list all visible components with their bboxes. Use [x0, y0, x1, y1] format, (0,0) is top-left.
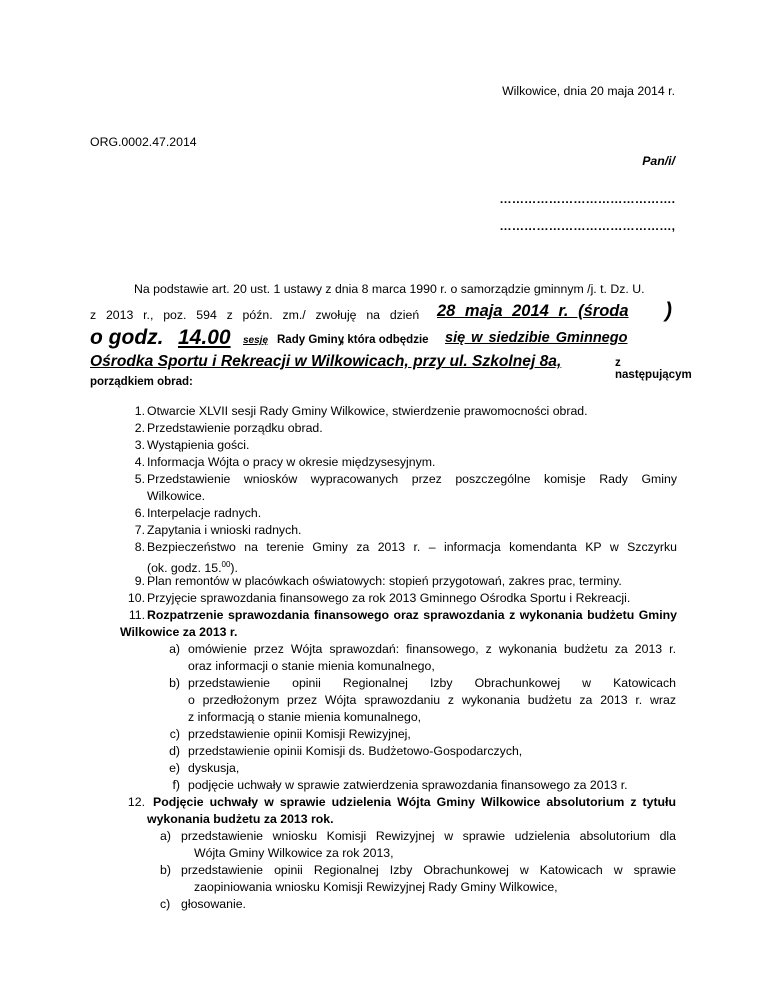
venue-part-1: się w siedzibie Gminnego: [445, 330, 628, 346]
subitem-continuation: zaopiniowania wniosku Komisji Rewizyjnej Rady Gminy Wilkowice,: [194, 880, 558, 894]
agenda-item-number: 6.: [134, 506, 145, 520]
subitem-letter: a): [169, 642, 180, 656]
continuation-text: Wilkowice za 2013 r.: [120, 625, 238, 639]
continuation-text-end: ).: [230, 561, 238, 576]
subitem-continuation: o przedłożonym przez Wójta sprawozdaniu z wykonania budżetu za 2013 r. wraz: [188, 693, 676, 707]
agenda-item-text: Otwarcie XLVII sesji Rady Gminy Wilkowice, stwierdzenie prawomocności obrad.: [147, 404, 588, 418]
subitem-letter: f): [172, 778, 180, 792]
subitem-text: dyskusja,: [188, 761, 240, 775]
agenda-item-number: 9.: [134, 574, 145, 588]
continuation-text: Wilkowice.: [147, 489, 206, 503]
addressee-line-2: ……………………………………,: [499, 219, 675, 233]
subitem-letter: e): [169, 761, 180, 775]
subitem-text: głosowanie.: [181, 897, 246, 911]
agenda-item-text: Przedstawienie wniosków wypracowanych przez poszczególne komisje Rady Gminy: [147, 472, 677, 486]
subitem-text: przedstawienie opinii Komisji Rewizyjnej,: [188, 727, 411, 741]
subitem-text: omówienie przez Wójta sprawozdań: finansowego, z wykonania budżetu za 2013 r.: [188, 642, 676, 656]
agenda-item-text: Informacja Wójta o pracy w okresie międzysesyjnym.: [147, 455, 436, 469]
subitem-letter: a): [160, 829, 171, 843]
agenda-item-text: Plan remontów w placówkach oświatowych: stopień przygotowań, zakres prac, terminy.: [147, 574, 622, 588]
place-date: Wilkowice, dnia 20 maja 2014 r.: [502, 84, 675, 98]
intro-line-4: [90, 353, 692, 381]
reference-number: ORG.0002.47.2014: [90, 135, 197, 149]
addressee: Pan/i/: [642, 154, 675, 168]
agenda-item-text: Rozpatrzenie sprawozdania finansowego oraz sprawozdania z wykonania budżetu Gminy: [147, 608, 677, 622]
order-label: porządkiem obrad:: [90, 376, 193, 388]
agenda-item-number: 3.: [134, 438, 145, 452]
agenda-item-number: 1.: [134, 404, 145, 418]
council-name: Rady Gminy: [277, 334, 345, 346]
date-close-paren: ): [665, 299, 672, 322]
addressee-line-1: …………………………………….: [499, 192, 675, 206]
time-prefix: o godz.: [90, 326, 164, 349]
agenda-item-continuation: [147, 488, 205, 505]
intro-line-2: [90, 299, 680, 327]
agenda-item-number: 10.: [127, 591, 145, 605]
agenda-item-text: Interpelacje radnych.: [147, 506, 262, 520]
session-time: 14.00: [178, 326, 231, 349]
agenda-item-number: 4.: [134, 455, 145, 469]
subitem-letter: c): [169, 727, 180, 741]
agenda-item-number: 8.: [134, 540, 145, 554]
subitem-letter: d): [169, 744, 180, 758]
subitem-continuation: Wójta Gminy Wilkowice za rok 2013,: [194, 846, 394, 860]
agenda-item-number: 7.: [134, 523, 145, 537]
agenda-item-number: 2.: [134, 421, 145, 435]
subitem-text: przedstawienie opinii Komisji ds. Budżetowo-Gospodarczych,: [188, 744, 523, 758]
which-text: , która odbędzie: [341, 334, 429, 346]
session-date: 28 maja 2014 r. (środa: [437, 302, 629, 320]
subitem-continuation: z informacją o stanie mienia komunalnego,: [188, 710, 422, 724]
subitem-text: podjęcie uchwały w sprawie zatwierdzenia sprawozdania finansowego za 2013 r.: [188, 778, 628, 792]
agenda-item-text: Wystąpienia gości.: [147, 438, 250, 452]
continuation-text: (ok. godz. 15.: [147, 561, 222, 576]
subitem-text: przedstawienie wniosku Komisji Rewizyjnej w sprawie udzielenia absolutorium dla: [181, 829, 676, 843]
agenda-item-text: Zapytania i wnioski radnych.: [147, 523, 302, 537]
agenda-item-number: 12.: [127, 795, 145, 809]
superscript: 00: [221, 560, 231, 569]
subitem-text: przedstawienie opinii Regionalnej Izby Obrachunkowej w Katowicach w sprawie: [181, 863, 676, 877]
agenda-item-number: 5.: [134, 472, 145, 486]
agenda-item-text: Bezpieczeństwo na terenie Gminy za 2013 r. – informacja komendanta KP w Szczyrku: [147, 540, 677, 554]
agenda-item-text: Przyjęcie sprawozdania finansowego za rok 2013 Gminnego Ośrodka Sportu i Rekreacji.: [147, 591, 631, 605]
intro-line-3: [90, 326, 685, 352]
intro-line-2-text: z 2013 r., poz. 594 z późn. zm./ zwołuję na dzień: [90, 308, 420, 322]
venue-part-2: Ośrodka Sportu i Rekreacji w Wilkowicach, przy ul. Szkolnej 8a,: [90, 353, 562, 370]
intro-line-1: Na podstawie art. 20 ust. 1 ustawy z dnia 8 marca 1990 r. o samorządzie gminnym /j. t. Dz. U.: [134, 282, 645, 296]
subitem-letter: c): [160, 897, 171, 911]
session-word: sesję: [243, 335, 269, 346]
subitem-letter: b): [160, 863, 171, 877]
agenda-item-text: Podjęcie uchwały w sprawie udzielenia Wójta Gminy Wilkowice absolutorium z tytułu: [153, 795, 676, 809]
agenda-item-number: 11.: [128, 608, 145, 622]
agenda-item-continuation: [120, 624, 237, 641]
agenda-item-continuation: wykonania budżetu za 2013 rok.: [147, 812, 334, 826]
with-text: z następującym: [615, 357, 692, 381]
subitem-text: przedstawienie opinii Regionalnej Izby Obrachunkowej w Katowicach: [188, 676, 676, 690]
subitem-letter: b): [169, 676, 180, 690]
agenda-item-text: Przedstawienie porządku obrad.: [147, 421, 323, 435]
subitem-continuation: oraz informacji o stanie mienia komunalnego,: [188, 659, 435, 673]
